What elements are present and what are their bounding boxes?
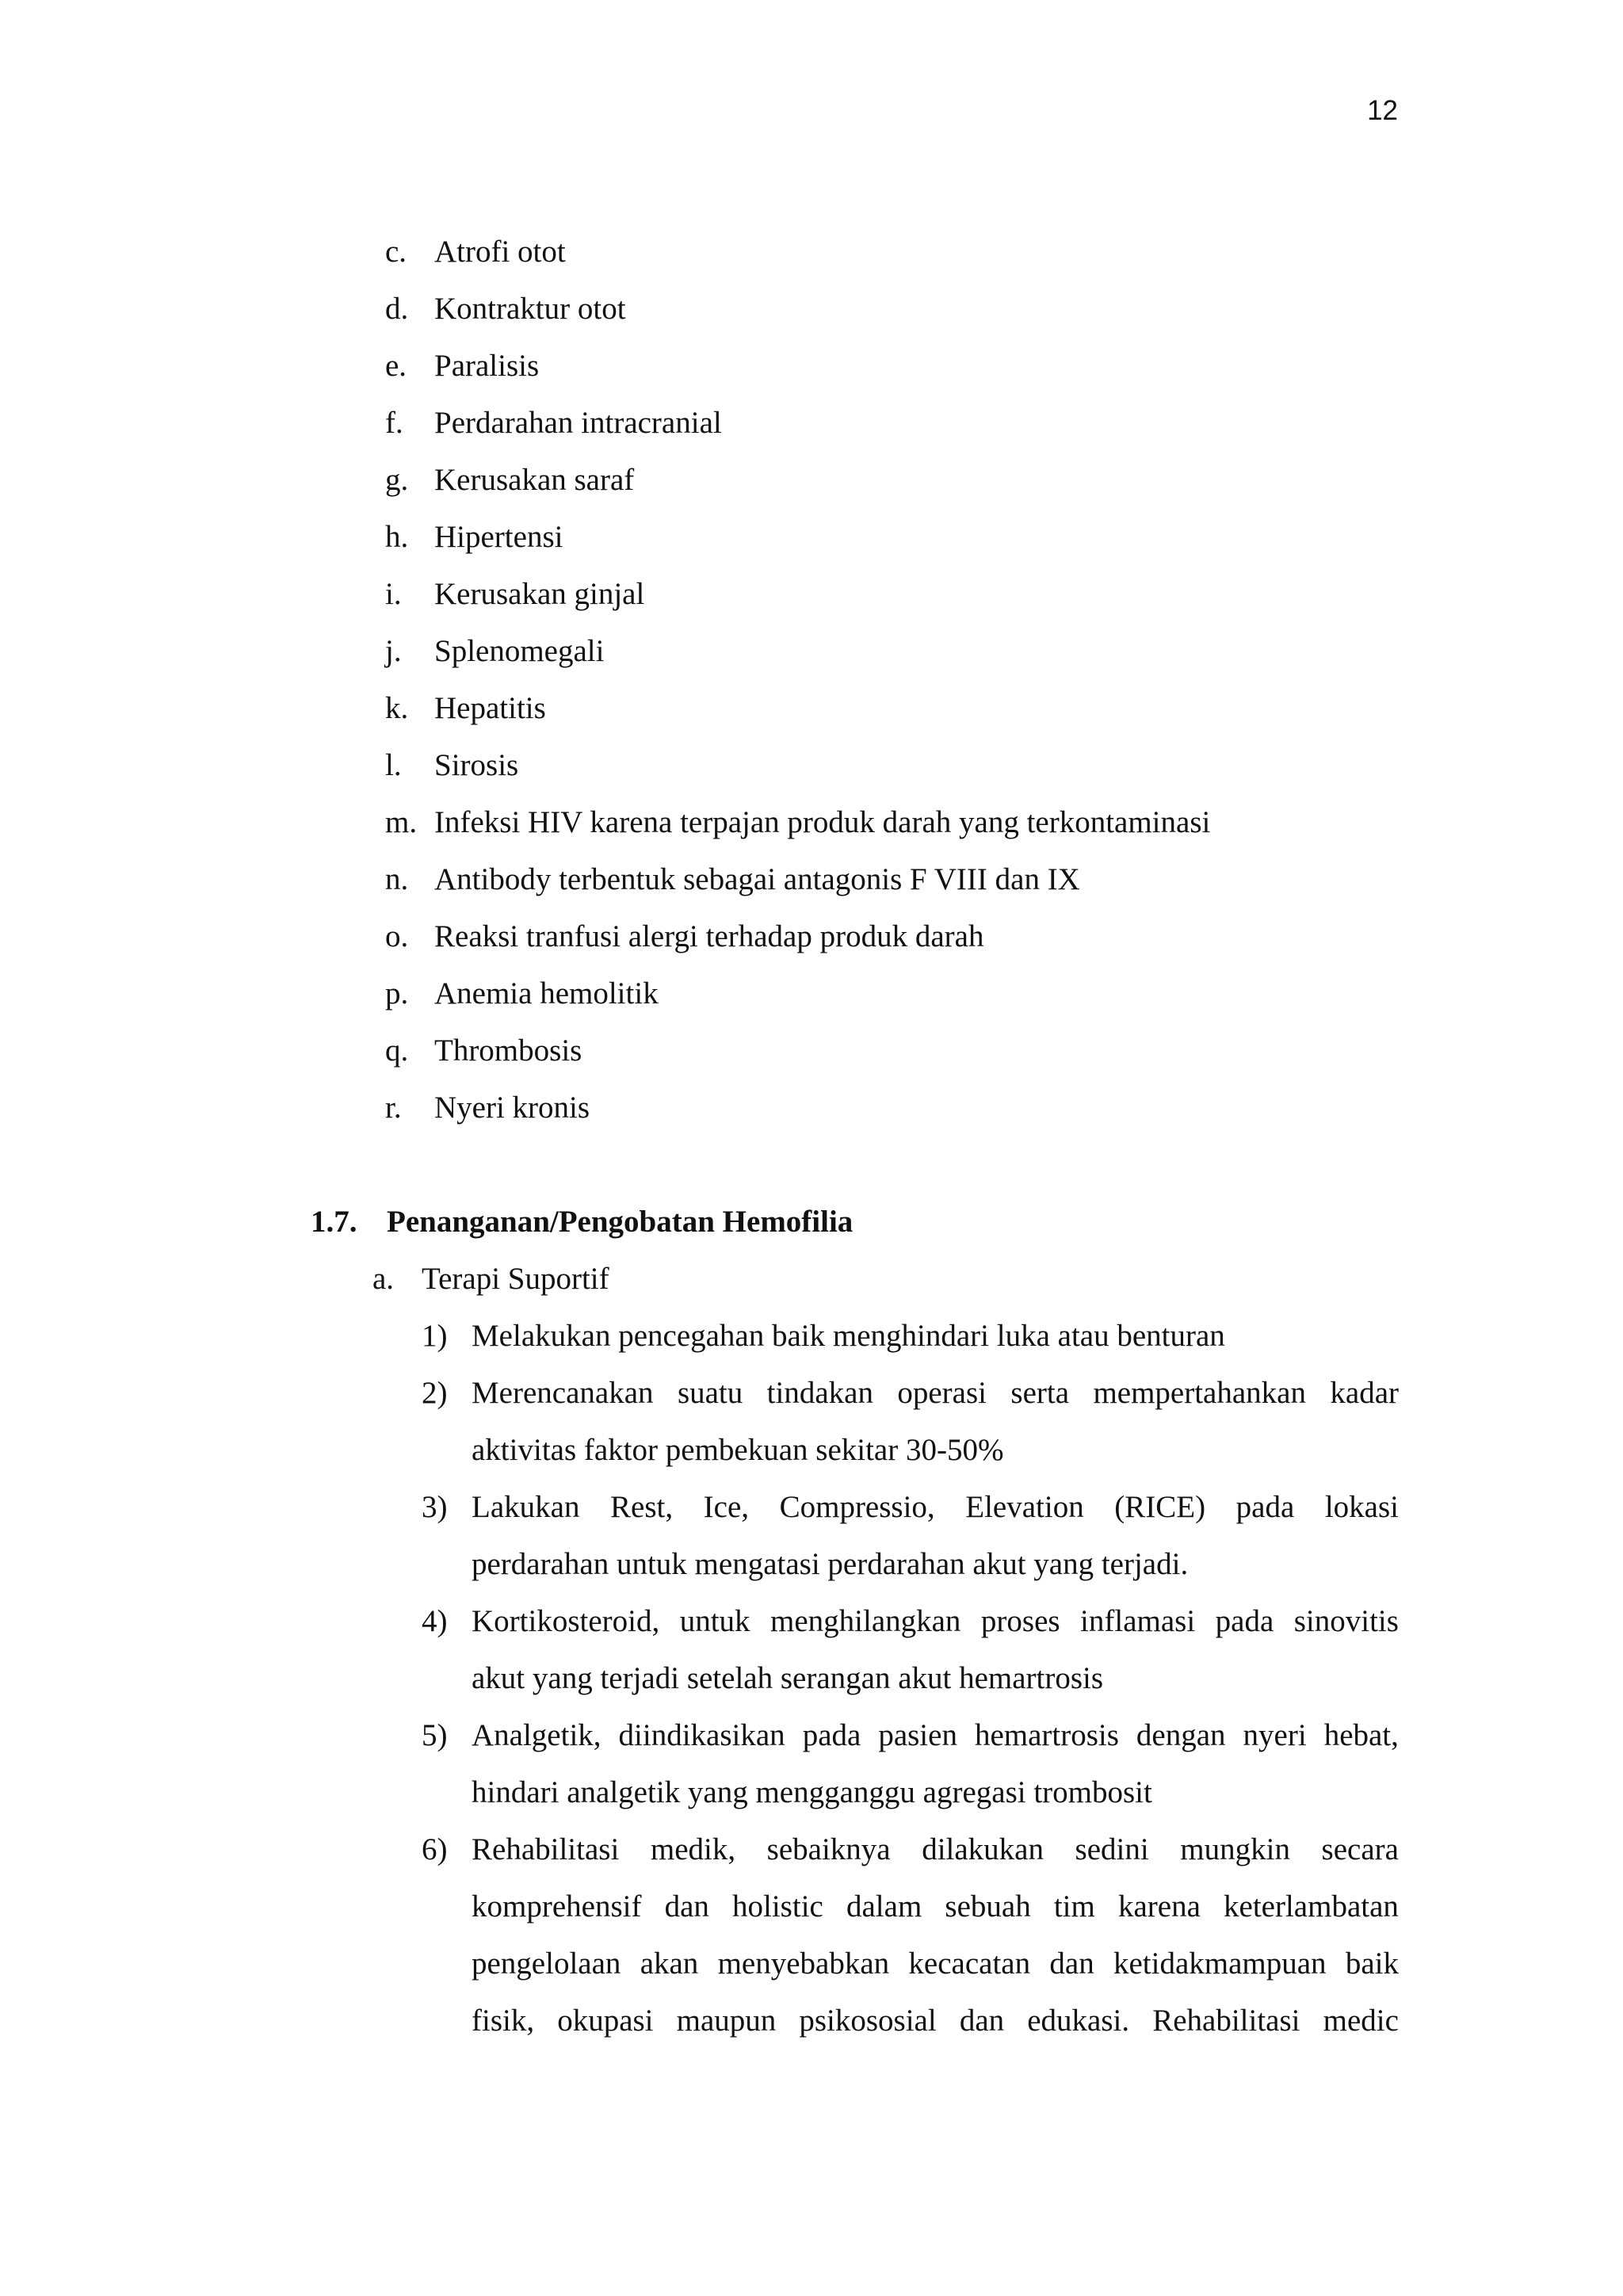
word: dilakukan: [922, 1832, 1044, 1866]
item-line: [472, 1377, 1399, 1408]
word: Rehabilitasi: [472, 1832, 620, 1866]
item-line: [472, 1948, 1399, 1979]
word: fisik,: [472, 2004, 535, 2038]
word: Elevation: [965, 1490, 1084, 1524]
item-marker: 3): [422, 1490, 448, 1524]
word: komprehensif: [472, 1889, 642, 1924]
list-text: Kerusakan saraf: [434, 463, 635, 497]
item-marker: 4): [422, 1604, 448, 1638]
word: pada: [802, 1718, 861, 1752]
list-text: Perdarahan intracranial: [434, 406, 722, 440]
word: pada: [1235, 1490, 1295, 1524]
list-text: Reaksi tranfusi alergi terhadap produk darah: [434, 919, 984, 953]
item-line: [472, 1606, 1399, 1637]
word: Rest,: [610, 1490, 674, 1524]
list-text: Kerusakan ginjal: [434, 577, 645, 611]
item-line: [472, 1834, 1399, 1865]
word: untuk: [679, 1604, 750, 1638]
item-line: hindari analgetik yang mengganggu agregasi trombosit: [472, 1775, 1152, 1809]
word: lokasi: [1324, 1490, 1399, 1524]
list-marker: m.: [385, 805, 418, 839]
word: mungkin: [1180, 1832, 1290, 1866]
list-marker: o.: [385, 919, 409, 953]
item-marker: 5): [422, 1718, 448, 1752]
item-line: [472, 1492, 1399, 1522]
item-line: aktivitas faktor pembekuan sekitar 30-50%: [472, 1433, 1004, 1467]
item-line: [472, 1720, 1399, 1751]
word: proses: [980, 1604, 1060, 1638]
word: Kortikosteroid,: [472, 1604, 660, 1638]
subsection-title: Terapi Suportif: [422, 1262, 609, 1296]
item-line: [472, 2005, 1399, 2036]
word: dan: [1049, 1946, 1094, 1981]
item-marker: 6): [422, 1832, 448, 1866]
word: keterlambatan: [1224, 1889, 1399, 1924]
word: kecacatan: [908, 1946, 1031, 1981]
list-text: Nyeri kronis: [434, 1091, 590, 1125]
list-text: Paralisis: [434, 349, 540, 383]
word: baik: [1345, 1946, 1399, 1981]
list-marker: r.: [385, 1091, 402, 1125]
list-marker: q.: [385, 1033, 409, 1068]
word: kadar: [1330, 1376, 1399, 1410]
word: mempertahankan: [1093, 1376, 1306, 1410]
item-marker: 1): [422, 1319, 448, 1353]
list-text: Anemia hemolitik: [434, 976, 659, 1010]
page-number: 12: [1367, 95, 1398, 126]
word: operasi: [897, 1376, 987, 1410]
list-marker: g.: [385, 463, 409, 497]
word: sebaiknya: [766, 1832, 891, 1866]
section-title: Penanganan/Pengobatan Hemofilia: [387, 1205, 854, 1239]
subsection-marker: a.: [372, 1262, 395, 1296]
word: sedini: [1075, 1832, 1149, 1866]
list-text: Antibody terbentuk sebagai antagonis F VIII dan IX: [434, 862, 1080, 896]
word: dan: [664, 1889, 709, 1924]
list-text: Hipertensi: [434, 520, 563, 554]
word: Merencanakan: [472, 1376, 654, 1410]
word: dengan: [1136, 1718, 1226, 1752]
list-text: Kontraktur otot: [434, 292, 626, 326]
list-marker: h.: [385, 520, 409, 554]
word: diindikasikan: [618, 1718, 785, 1752]
list-marker: c.: [385, 235, 407, 269]
word: sebuah: [945, 1889, 1031, 1924]
list-marker: k.: [385, 691, 409, 725]
word: sinovitis: [1293, 1604, 1399, 1638]
word: tim: [1053, 1889, 1095, 1924]
word: serta: [1010, 1376, 1070, 1410]
word: okupasi: [557, 2004, 654, 2038]
list-text: Infeksi HIV karena terpajan produk darah yang terkontaminasi: [434, 805, 1211, 839]
list-marker: j.: [385, 634, 402, 668]
list-marker: p.: [385, 976, 409, 1010]
word: hemartrosis: [974, 1718, 1119, 1752]
word: karena: [1117, 1889, 1201, 1924]
item-line: akut yang terjadi setelah serangan akut hemartrosis: [472, 1661, 1104, 1695]
word: Lakukan: [472, 1490, 580, 1524]
word: Analgetik,: [472, 1718, 601, 1752]
list-marker: i.: [385, 577, 402, 611]
list-marker: n.: [385, 862, 409, 896]
list-marker: d.: [385, 292, 409, 326]
list-marker: l.: [385, 748, 402, 782]
word: dalam: [846, 1889, 922, 1924]
list-marker: f.: [385, 406, 403, 440]
word: secara: [1321, 1832, 1399, 1866]
word: Rehabilitasi: [1152, 2004, 1300, 2038]
item-line: [472, 1891, 1399, 1922]
word: menghilangkan: [770, 1604, 961, 1638]
word: maupun: [676, 2004, 777, 2038]
word: holistic: [732, 1889, 823, 1924]
word: ketidakmampuan: [1113, 1946, 1327, 1981]
word: suatu: [677, 1376, 743, 1410]
word: (RICE): [1114, 1490, 1206, 1524]
word: pasien: [878, 1718, 957, 1752]
item-line: perdarahan untuk mengatasi perdarahan akut yang terjadi.: [472, 1547, 1189, 1581]
section-number: 1.7.: [311, 1205, 357, 1239]
item-marker: 2): [422, 1376, 448, 1410]
word: pengelolaan: [472, 1946, 621, 1981]
word: Ice,: [703, 1490, 750, 1524]
word: dan: [959, 2004, 1005, 2038]
list-text: Sirosis: [434, 748, 519, 782]
list-marker: e.: [385, 349, 407, 383]
word: medik,: [650, 1832, 736, 1866]
list-text: Splenomegali: [434, 634, 605, 668]
list-text: Hepatitis: [434, 691, 546, 725]
word: inflamasi: [1080, 1604, 1196, 1638]
list-text: Atrofi otot: [434, 235, 566, 269]
word: nyeri: [1243, 1718, 1307, 1752]
word: hebat,: [1323, 1718, 1399, 1752]
word: tindakan: [766, 1376, 873, 1410]
item-line: Melakukan pencegahan baik menghindari luka atau benturan: [472, 1319, 1225, 1353]
word: menyebabkan: [717, 1946, 890, 1981]
word: psikososial: [799, 2004, 937, 2038]
list-text: Thrombosis: [434, 1033, 582, 1068]
word: akan: [640, 1946, 699, 1981]
word: medic: [1323, 2004, 1399, 2038]
word: pada: [1215, 1604, 1274, 1638]
word: Compressio,: [779, 1490, 935, 1524]
word: edukasi.: [1027, 2004, 1130, 2038]
